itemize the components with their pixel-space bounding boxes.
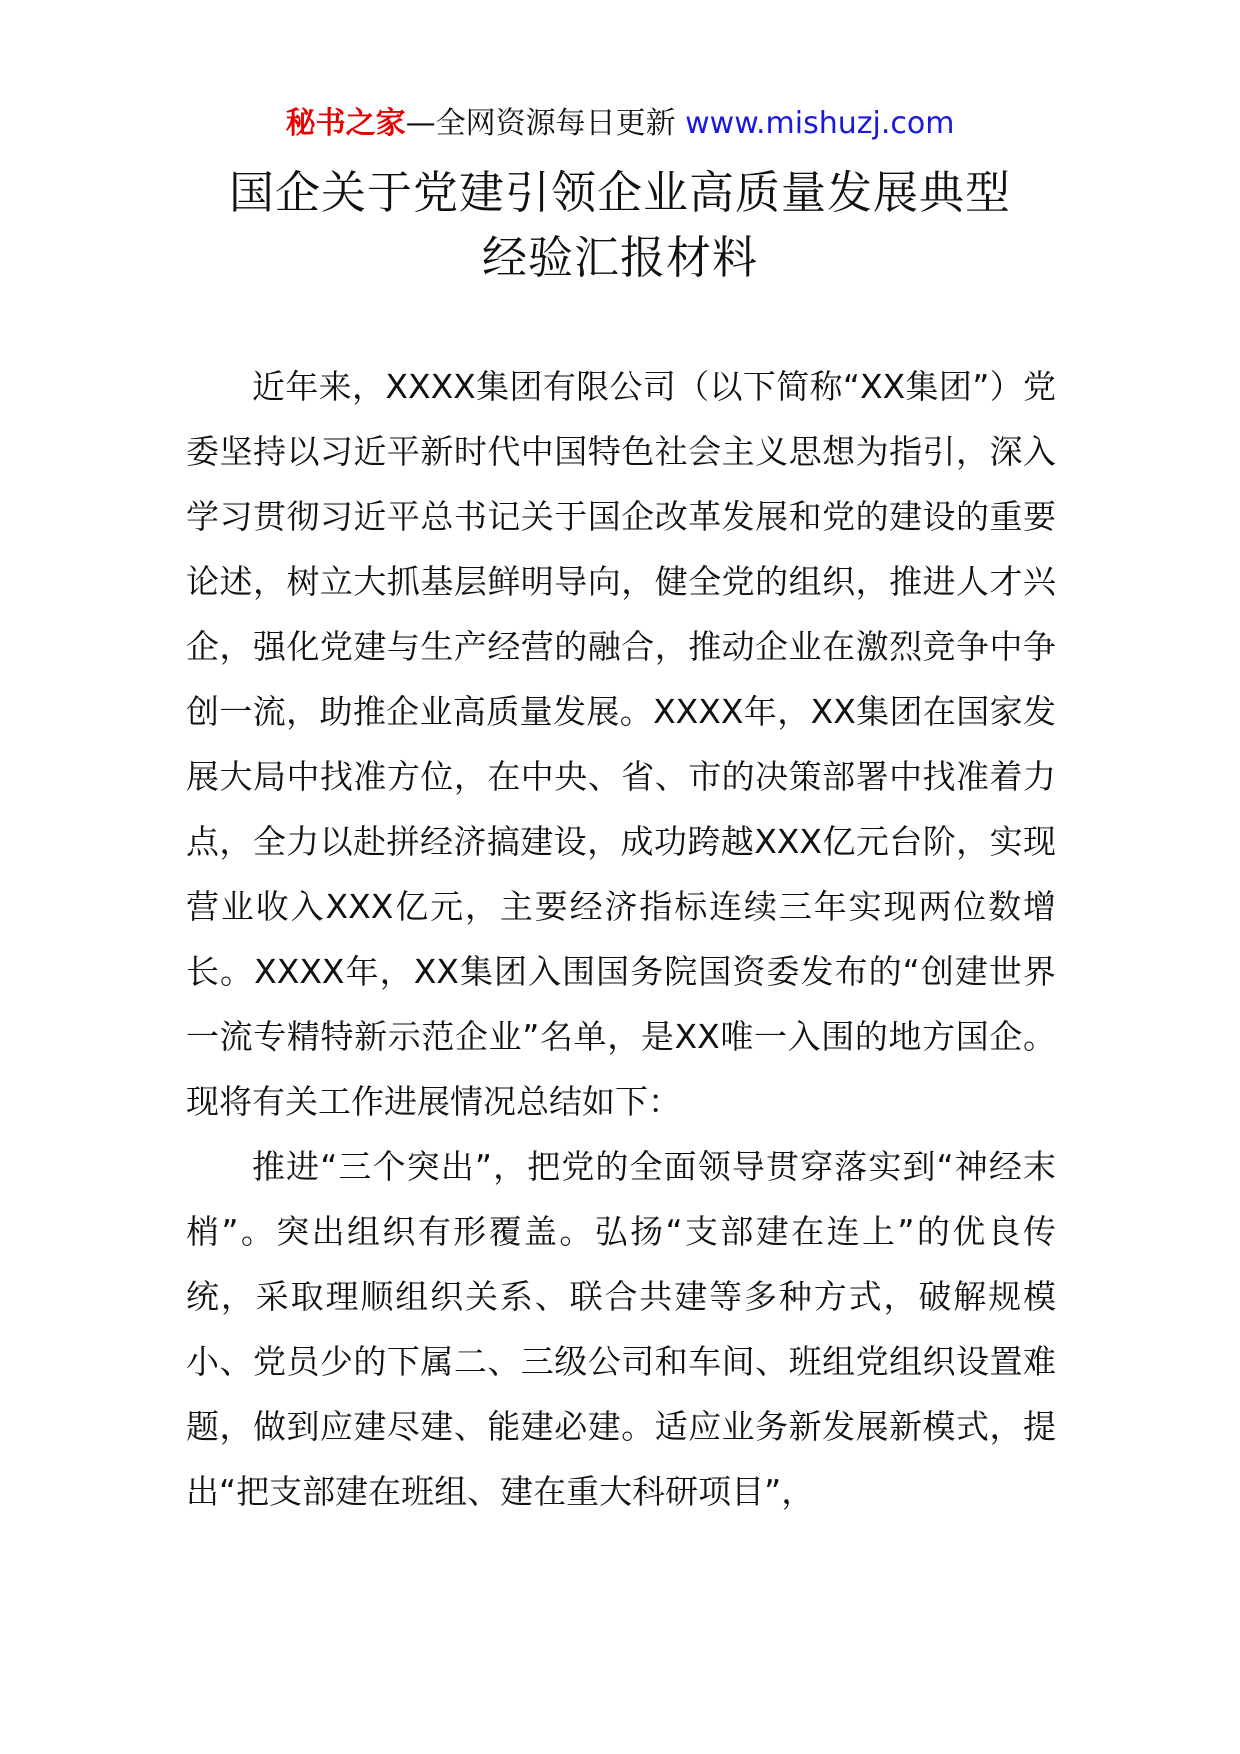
title-line-1: 国企关于党建引领企业高质量发展典型: [228, 166, 1011, 219]
document-body: [186, 354, 1056, 1524]
paragraph-intro: 近年来，XXXX集团有限公司（以下简称“XX集团”）党委坚持以习近平新时代中国特色社会主义思想为指引，深入学习贯彻习近平总书记关于国企改革发展和党的建设的重要论述，树立大抓基层鲜明导向，健全党的组织，推进人才兴企，强化党建与生产经营的融合，推动企业在激烈竞争中争创一流，助推企业高质量发展。XXXX年，XX集团在国家发展大局中找准方位，在中央、省、市的决策部署中找准着力点，全力以赴拼经济搞建设，成功跨越XXX亿元台阶，实现营业收入XXX亿元，主要经济指标连续三年实现两位数增长。XXXX年，XX集团入围国务院国资委发布的“创建世界一流专精特新示范企业”名单，是XX唯一入围的地方国企。现将有关工作进展情况总结如下：: [186, 367, 1056, 1121]
header-tagline: —全网资源每日更新: [405, 106, 676, 141]
site-url-link[interactable]: www.mishuzj.com: [685, 106, 955, 141]
title-line-2: 经验汇报材料: [481, 231, 758, 284]
document-title: [0, 160, 1240, 290]
site-header: [0, 104, 1240, 144]
paragraph-section-1: 推进“三个突出”，把党的全面领导贯穿落实到“神经末梢”。突出组织有形覆盖。弘扬“支部建在连上”的优良传统，采取理顺组织关系、联合共建等多种方式，破解规模小、党员少的下属二、三级公司和车间、班组党组织设置难题，做到应建尽建、能建必建。适应业务新发展新模式，提出“把支部建在班组、建在重大科研项目”，: [186, 1147, 1056, 1511]
brand-name: 秘书之家: [285, 106, 406, 141]
